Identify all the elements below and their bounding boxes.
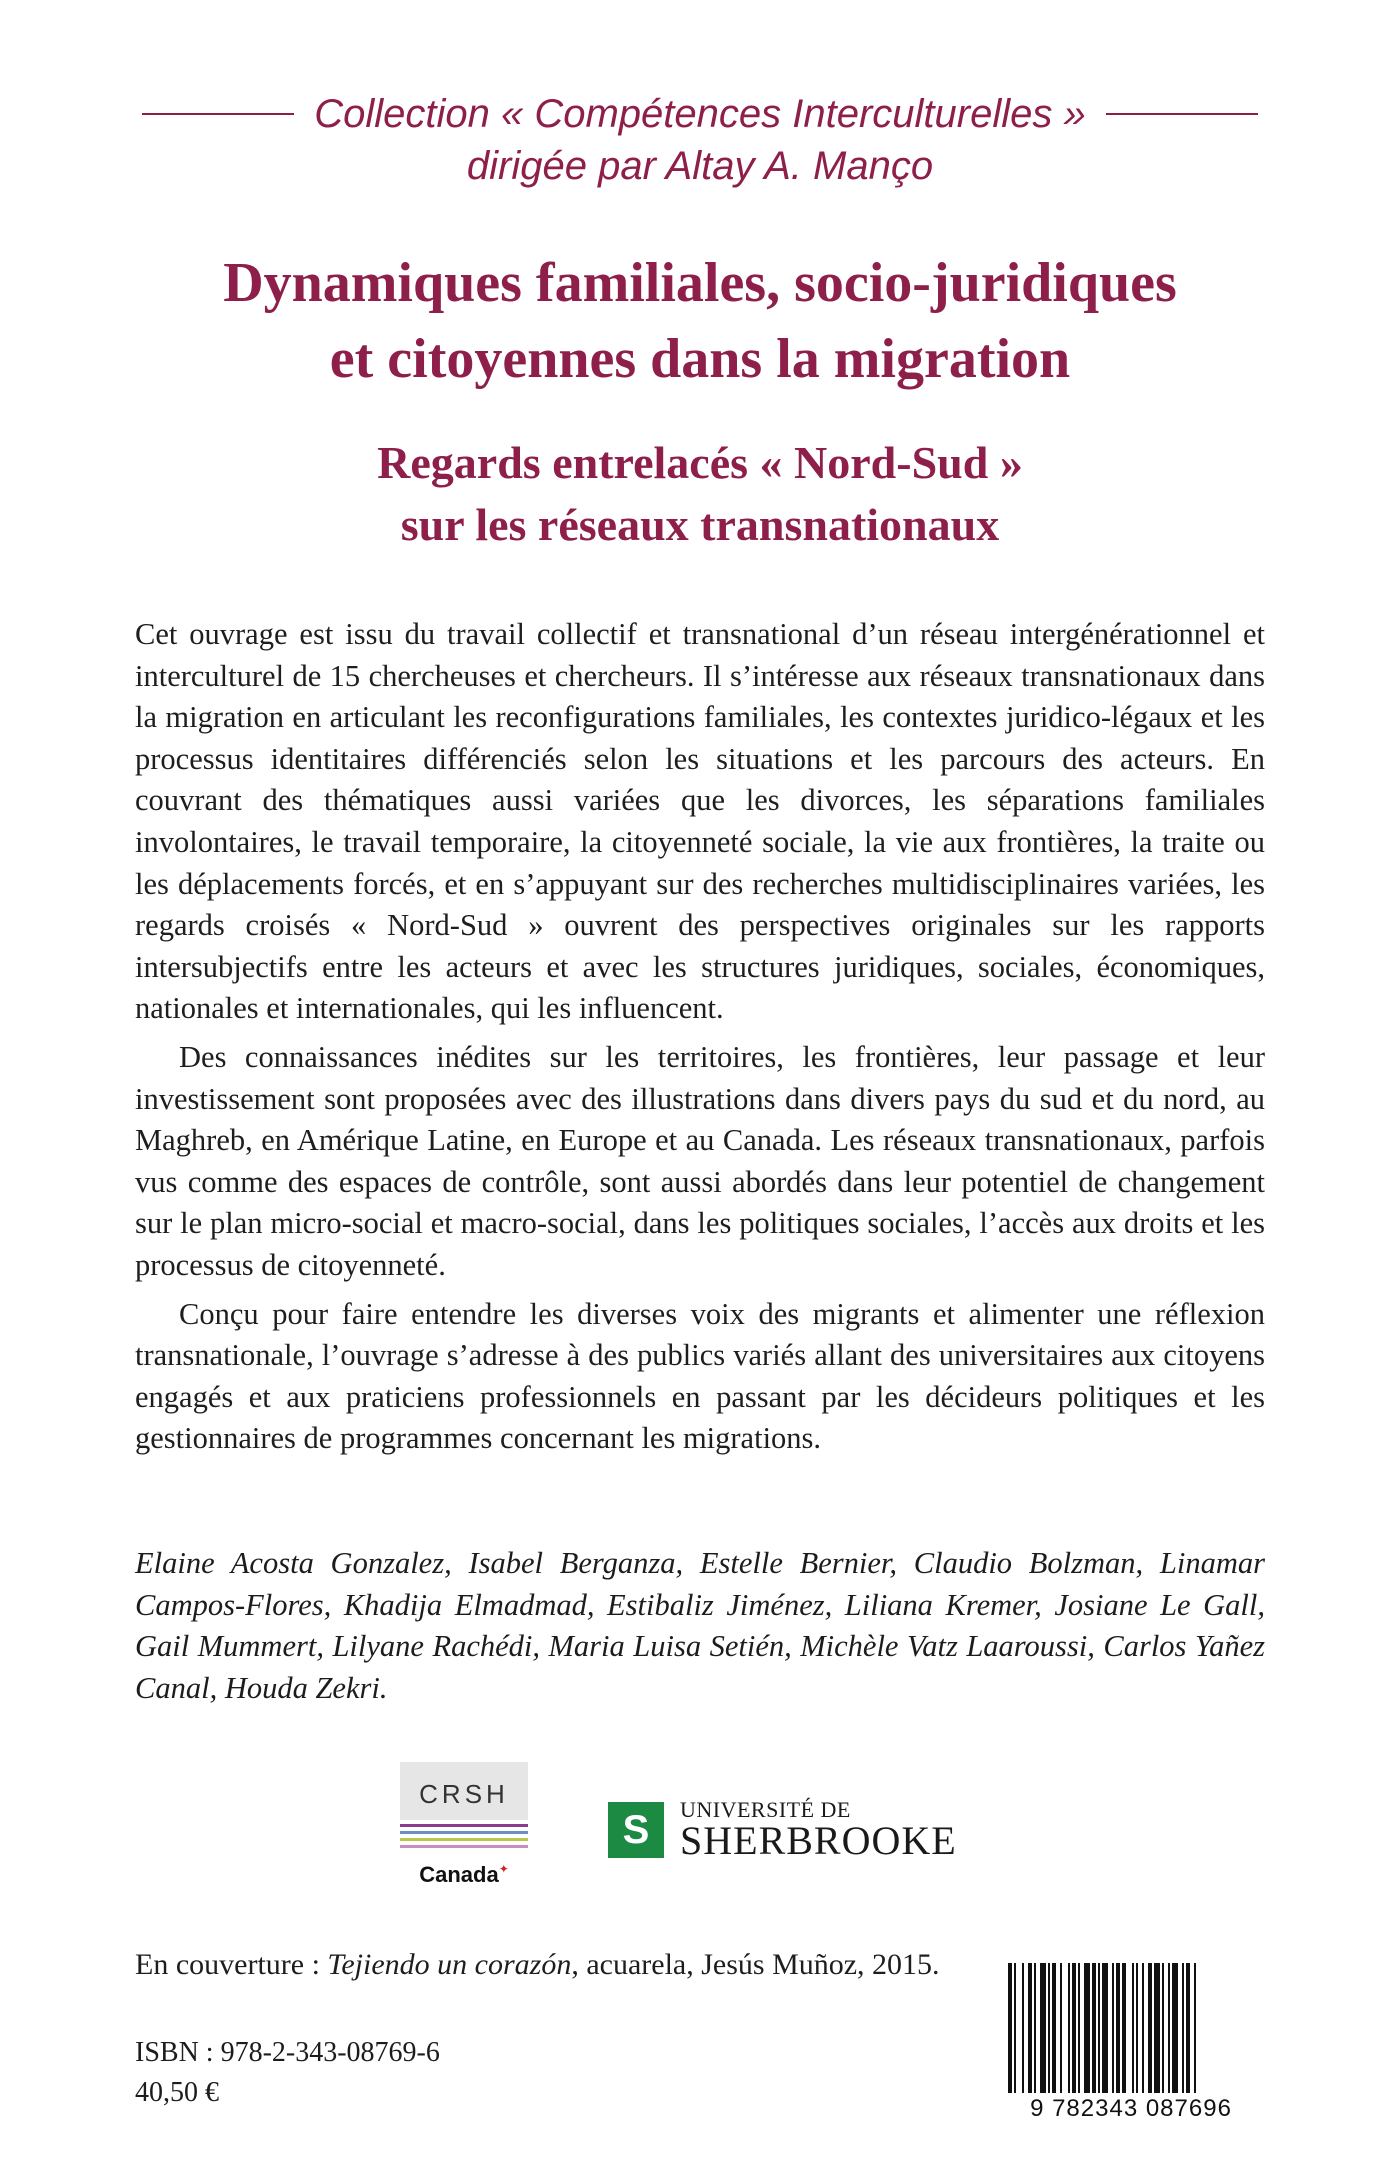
book-title-line-1: Dynamiques familiales, socio-juridiques	[223, 252, 1177, 314]
barcode-bar	[1078, 1963, 1080, 2093]
barcode-bar	[1172, 1963, 1178, 2093]
crsh-label: CRSH	[400, 1762, 528, 1820]
sherbrooke-logo	[608, 1797, 1008, 1863]
barcode-bar	[1102, 1963, 1108, 2093]
cover-artwork-title: Tejiendo un corazón	[327, 1948, 572, 1981]
collection-header	[0, 88, 1400, 192]
barcode-bar	[1116, 1963, 1120, 2093]
barcode-number: 9 782343 087696	[1030, 2095, 1232, 2122]
barcode-bar	[1052, 1963, 1056, 2093]
book-subtitle-line-2: sur les réseaux transnationaux	[400, 499, 1000, 550]
barcode	[1002, 1963, 1260, 2123]
cover-credit-prefix: En couverture :	[135, 1948, 328, 1981]
barcode-bar	[1168, 1963, 1170, 2093]
book-subtitle	[0, 432, 1400, 556]
sherbrooke-wordmark	[680, 1799, 957, 1861]
barcode-bar	[1008, 1963, 1012, 2093]
barcode-bar	[1084, 1963, 1090, 2093]
barcode-bar	[1148, 1963, 1152, 2093]
barcode-bars	[1002, 1963, 1260, 2093]
barcode-bar	[1186, 1963, 1190, 2093]
book-title-line-2: et citoyennes dans la migration	[329, 328, 1071, 390]
blurb	[135, 614, 1265, 1460]
book-title	[0, 245, 1400, 397]
crsh-logo	[400, 1762, 528, 1886]
barcode-bar	[1162, 1963, 1164, 2093]
book-subtitle-line-1: Regards entrelacés « Nord-Sud »	[377, 437, 1023, 488]
barcode-bar	[1014, 1963, 1016, 2093]
barcode-bar	[1142, 1963, 1144, 2093]
barcode-bar	[1182, 1963, 1184, 2093]
sherbrooke-mark-icon: S	[608, 1802, 664, 1858]
sherbrooke-line-1: UNIVERSITÉ DE	[680, 1797, 851, 1822]
barcode-bar	[1112, 1963, 1114, 2093]
barcode-bar	[1122, 1963, 1126, 2093]
cover-credit	[135, 1948, 940, 1982]
blurb-paragraph: Des connaissances inédites sur les territoires, les frontières, leur passage et leur investissement sont proposées avec des illustrations dans divers pays du sud et du nord, au Maghreb, en Amérique Latine, en Europe et au Canada. Les réseaux transnationaux, parfois vus comme des espaces de contrôle, sont aussi abordés dans leur potentiel de changement sur le plan micro-social et macro-social, dans les politiques sociales, l’accès aux droits et les processus de citoyenneté.	[135, 1039, 1265, 1282]
collection-name: Collection « Compétences Interculturelles »	[314, 92, 1086, 136]
crsh-stripes	[400, 1824, 528, 1848]
barcode-bar	[1068, 1963, 1070, 2093]
barcode-bar	[1028, 1963, 1032, 2093]
barcode-bar	[1040, 1963, 1046, 2093]
canada-wordmark	[400, 1862, 528, 1888]
blurb-paragraph: Cet ouvrage est issu du travail collectif et transnational d’un réseau intergénérationnel et interculturel de 15 chercheuses et chercheurs. Il s’intéresse aux réseaux transnationaux dans la migration en articulant les reconfigurations familiales, les contextes juridico-légaux et les processus identitaires différenciés selon les situations et les parcours des acteurs. En couvrant des thématiques aussi variées que les divorces, les séparations familiales involontaires, le travail temporaire, la citoyenneté sociale, la vie aux frontières, la traite ou les déplacements forcés, et en s’appuyant sur des recherches multidisciplinaires variées, les regards croisés « Nord-Sud » ouvrent des perspectives originales sur les rapports intersubjectifs entre les acteurs et avec les structures juridiques, sociales, économiques, nationales et internationales, qui les influencent.	[135, 617, 1265, 1026]
crsh-stripe	[400, 1845, 528, 1848]
canada-text: Canada	[419, 1862, 499, 1887]
barcode-bar	[1022, 1963, 1024, 2093]
barcode-bar	[1132, 1963, 1134, 2093]
author-list: Elaine Acosta Gonzalez, Isabel Berganza, Estelle Bernier, Claudio Bolzman, Linamar Campos-Flores, Khadija Elmadmad, Estibaliz Jiménez, Liliana Kremer, Josiane Le Gall, Gail Mummert, Lilyane Rachédi, Maria Luisa Setién, Michèle Vatz Laaroussi, Carlos Yañez Canal, Houda Zekri.	[135, 1546, 1265, 1705]
collection-line-1	[0, 88, 1400, 140]
right-rule	[1106, 113, 1258, 115]
price: 40,50 €	[135, 2077, 219, 2108]
barcode-bar	[1060, 1963, 1062, 2093]
cover-credit-suffix: , acuarela, Jesús Muñoz, 2015.	[571, 1948, 940, 1981]
flag-icon: ✦	[498, 1862, 509, 1876]
barcode-bar	[1072, 1963, 1076, 2093]
barcode-bar	[1092, 1963, 1096, 2093]
barcode-bar	[1034, 1963, 1036, 2093]
crsh-stripe	[400, 1838, 528, 1841]
left-rule	[142, 113, 294, 115]
sherbrooke-line-2: SHERBROOKE	[680, 1818, 957, 1863]
barcode-bar	[1194, 1963, 1196, 2093]
isbn: ISBN : 978-2-343-08769-6	[135, 2037, 440, 2068]
barcode-bar	[1098, 1963, 1100, 2093]
barcode-bar	[1154, 1963, 1160, 2093]
barcode-bar	[1048, 1963, 1050, 2093]
barcode-bar	[1136, 1963, 1138, 2093]
crsh-stripe	[400, 1831, 528, 1834]
crsh-stripe	[400, 1824, 528, 1827]
collection-director: dirigée par Altay A. Manço	[466, 144, 934, 188]
blurb-paragraph: Conçu pour faire entendre les diverses voix des migrants et alimenter une réflexion transnationale, l’ouvrage s’adresse à des publics variés allant des universitaires aux citoyens engagés et aux praticiens professionnels en passant par les décideurs politiques et les gestionnaires de programmes concernant les migrations.	[135, 1296, 1265, 1456]
